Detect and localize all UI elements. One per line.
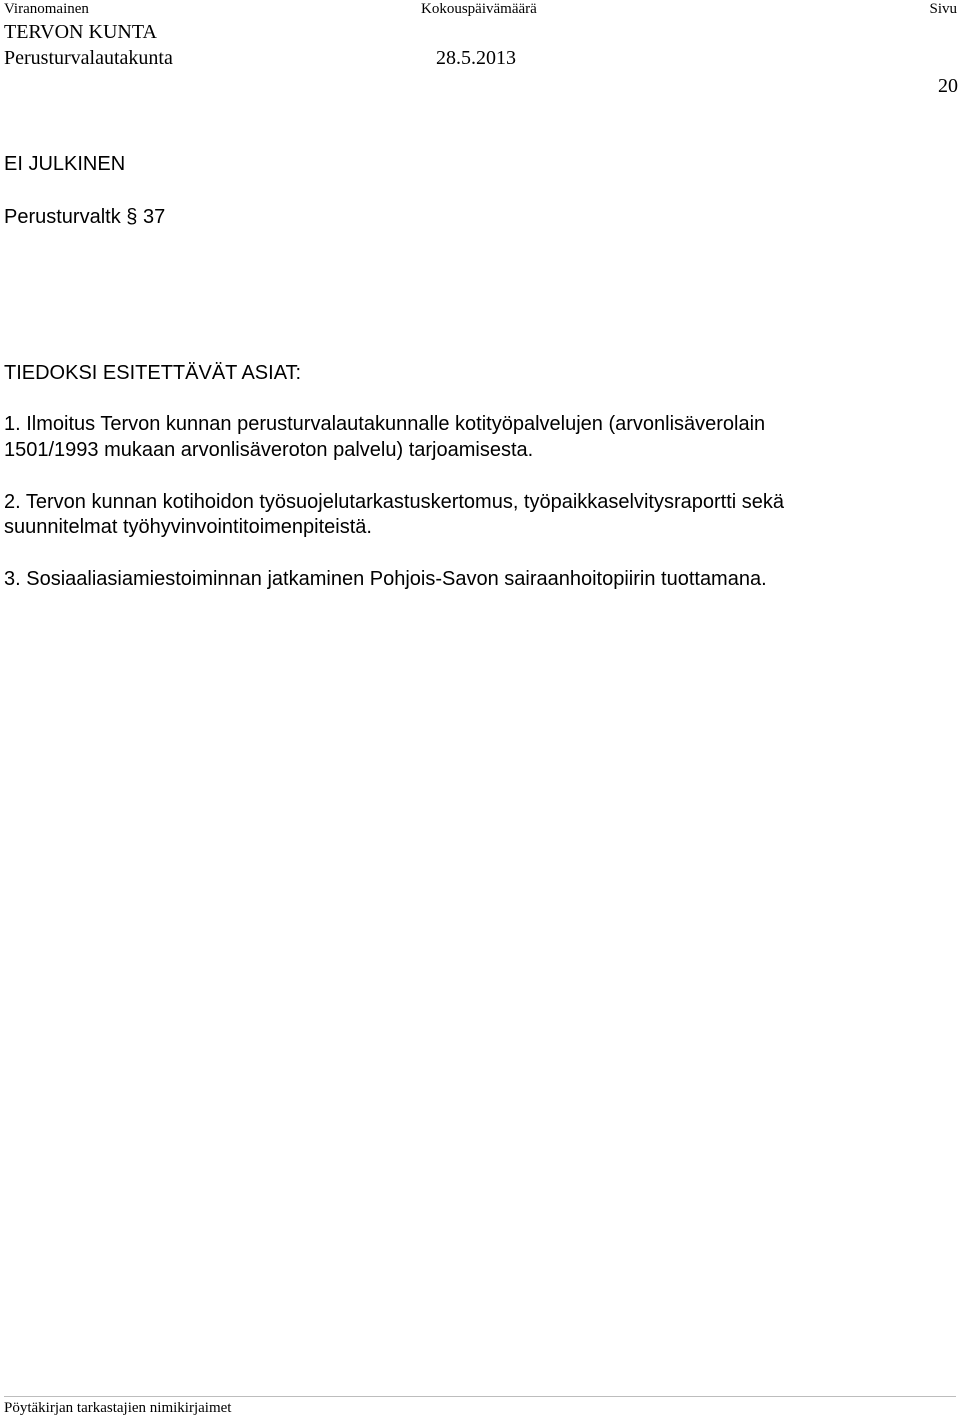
board-name: Perusturvalautakunta xyxy=(4,47,173,69)
agenda-item-line: suunnitelmat työhyvinvointitoimenpiteistä. xyxy=(4,516,372,538)
organization-name: TERVON KUNTA xyxy=(4,21,157,43)
page-column-label: Sivu xyxy=(929,1,957,17)
date-column-label: Kokouspäivämäärä xyxy=(421,1,537,17)
page-number: 20 xyxy=(938,75,958,97)
section-reference: Perusturvaltk § 37 xyxy=(4,206,166,228)
footer-divider xyxy=(4,1396,956,1397)
agenda-item-line: 2. Tervon kunnan kotihoidon työsuojelutarkastuskertomus, työpaikkaselvitysraportti sekä xyxy=(4,491,785,513)
agenda-item-line: 1. Ilmoitus Tervon kunnan perusturvalautakunnalle kotityöpalvelujen (arvonlisäverolain xyxy=(4,413,766,435)
meeting-date: 28.5.2013 xyxy=(436,47,516,69)
agenda-item-line: 3. Sosiaaliasiamiestoiminnan jatkaminen Pohjois-Savon sairaanhoitopiirin tuottamana. xyxy=(4,568,767,590)
issuer-column-label: Viranomainen xyxy=(4,1,89,17)
agenda-item-line: 1501/1993 mukaan arvonlisäveroton palvelu) tarjoamisesta. xyxy=(4,439,534,461)
classification-label: EI JULKINEN xyxy=(4,153,126,175)
section-heading: TIEDOKSI ESITETTÄVÄT ASIAT: xyxy=(4,362,302,384)
footer-signatures-label: Pöytäkirjan tarkastajien nimikirjaimet xyxy=(4,1400,232,1416)
